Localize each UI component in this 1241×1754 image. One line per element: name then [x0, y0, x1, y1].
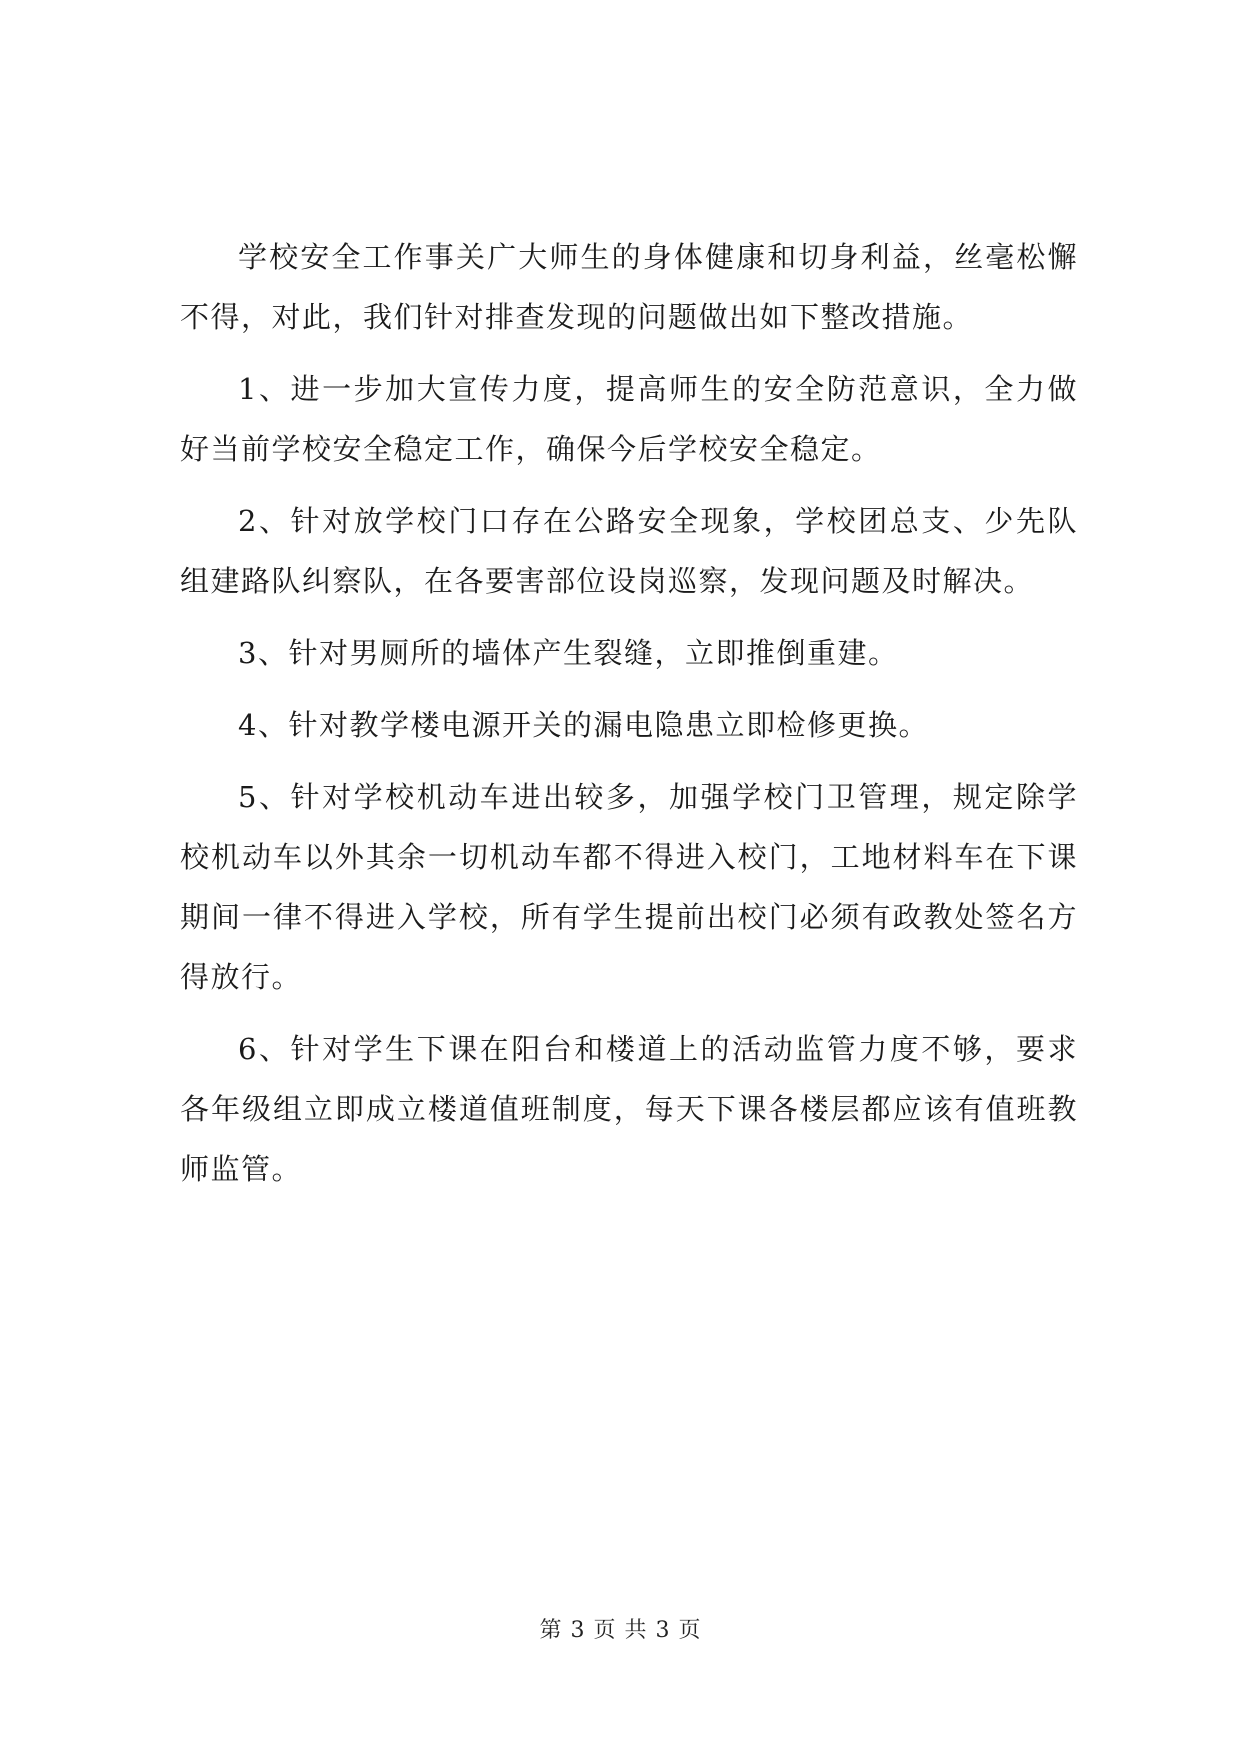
paragraph-item-1: 1、进一步加大宣传力度，提高师生的安全防范意识，全力做好当前学校安全稳定工作，确保今后学校安全稳定。 [180, 372, 1078, 466]
document-body [180, 227, 1078, 1211]
paragraph-item-6: 6、针对学生下课在阳台和楼道上的活动监管力度不够，要求各年级组立即成立楼道值班制度，每天下课各楼层都应该有值班教师监管。 [180, 1032, 1078, 1186]
page-number-footer: 第 3 页 共 3 页 [539, 1618, 702, 1643]
paragraph-item-3: 3、针对男厕所的墙体产生裂缝，立即推倒重建。 [238, 636, 899, 670]
paragraph-item-2: 2、针对放学校门口存在公路安全现象，学校团总支、少先队组建路队纠察队，在各要害部位设岗巡察，发现问题及时解决。 [180, 504, 1078, 598]
paragraph-intro: 学校安全工作事关广大师生的身体健康和切身利益，丝毫松懈不得，对此，我们针对排查发现的问题做出如下整改措施。 [180, 240, 1078, 334]
paragraph-item-5: 5、针对学校机动车进出较多，加强学校门卫管理，规定除学校机动车以外其余一切机动车都不得进入校门，工地材料车在下课期间一律不得进入学校，所有学生提前出校门必须有政教处签名方得放行。 [180, 780, 1078, 994]
paragraph-item-4: 4、针对教学楼电源开关的漏电隐患立即检修更换。 [238, 708, 929, 742]
